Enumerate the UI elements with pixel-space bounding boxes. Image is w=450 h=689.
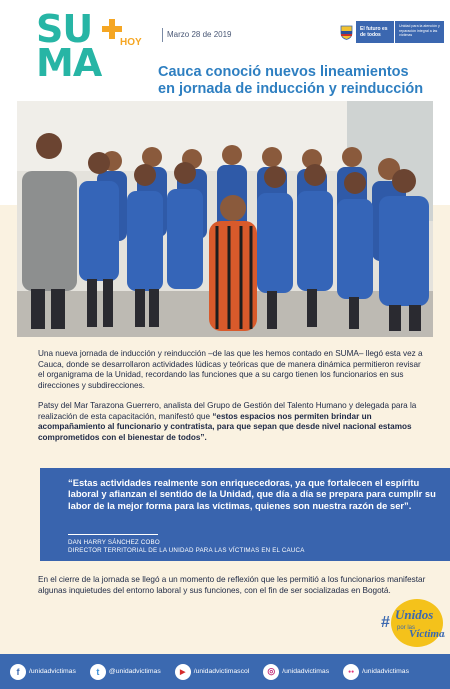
twitter-icon: t — [90, 664, 106, 680]
logo-hoy: HOY — [120, 37, 142, 48]
instagram-icon: ◎ — [263, 664, 279, 680]
paragraph-intro: Una nueva jornada de inducción y reinducción –de las que les hemos contado en SUMA– llegó esta vez a Cauca, donde se desarrollaron actividades lúdicas y teóricas que de manera dinámica permitieron revisar el organigrama de la Unidad, recordando las funciones que a su cargo tienen los funcionarios en sus direcciones y subdirecciones. — [38, 349, 423, 390]
flickr-handle[interactable]: /unidadvictimas — [362, 668, 409, 675]
paragraph-analyst-text: Patsy del Mar Tarazona Guerrero, analista del Grupo de Gestión del Talento Humano y delegada para la realización de esta capacitación, manifestó que — [38, 401, 417, 421]
footer-twitter[interactable] — [90, 664, 161, 680]
quote-attribution — [68, 534, 305, 555]
social-footer — [0, 654, 450, 689]
group-photo — [17, 101, 433, 337]
seal-line-3: Víctimas — [409, 628, 445, 640]
quote-text: “Estas actividades realmente son enriquecedoras, ya que fortalecen el espíritu laboral y afianzan el sentido de la Unidad, que día a día se prepara para cumplir su labor de la mejor forma para las víctimas, quienes son nuestra razón de ser”. — [68, 477, 436, 511]
issue-date: Marzo 28 de 2019 — [167, 30, 232, 39]
government-badge — [336, 21, 444, 43]
seal-hash: # — [381, 614, 390, 631]
twitter-handle[interactable]: @unidadvictimas — [108, 668, 161, 675]
article-headline — [158, 64, 443, 98]
logo-word-top: SU — [36, 7, 93, 51]
quote-box — [40, 468, 450, 561]
paragraph-closing: En el cierre de la jornada se llegó a un momento de reflexión que les permitió a los funcionarios manifestar algunas inquietudes del entorno laboral y sus funciones, con el fin de ser socializadas en Bogotá. — [38, 575, 426, 595]
gov-unit-name: Unidad para la atención y reparación integral a las víctimas — [394, 21, 444, 43]
flickr-icon: ●● — [343, 664, 359, 680]
quote-author-name: DAN HARRY SÁNCHEZ COBO — [68, 539, 160, 546]
logo-word-bottom: MA — [36, 41, 102, 85]
footer-facebook[interactable] — [10, 664, 76, 680]
facebook-handle[interactable]: /unidadvictimas — [29, 668, 76, 675]
paragraph-analyst-quote: “estos espacios nos permiten brindar un acompañamiento al funcionario y contratista, para que sepan que desde nivel nacional estamos comprometidos con el bienestar de todos”. — [38, 411, 412, 442]
instagram-handle[interactable]: /unidadvictimas — [282, 668, 330, 675]
footer-flickr[interactable] — [343, 664, 409, 680]
headline-line-1: Cauca conoció nuevos lineamientos — [158, 64, 409, 80]
footer-instagram[interactable] — [263, 664, 329, 680]
unidos-por-las-victimas-seal — [379, 597, 445, 649]
date-divider — [162, 28, 163, 42]
seal-line-1: Unidos — [395, 607, 434, 622]
plus-icon — [102, 19, 122, 39]
paragraph-analyst — [38, 401, 428, 443]
headline-line-2: en jornada de inducción y reinducción — [158, 81, 424, 97]
suma-logo — [36, 7, 148, 87]
quote-author-title: DIRECTOR TERRITORIAL DE LA UNIDAD PARA LAS VÍCTIMAS EN EL CAUCA — [68, 547, 305, 555]
logo-word — [36, 7, 102, 85]
youtube-icon: ▶ — [175, 664, 191, 680]
colombia-shield-icon — [336, 21, 356, 43]
youtube-handle[interactable]: /unidadvictimascol — [193, 668, 250, 675]
gov-slogan: El futuro es de todos — [356, 21, 394, 43]
quote-divider — [68, 534, 158, 535]
facebook-icon: f — [10, 664, 26, 680]
footer-youtube[interactable] — [175, 664, 250, 680]
seal-line-2: por las — [397, 625, 416, 631]
